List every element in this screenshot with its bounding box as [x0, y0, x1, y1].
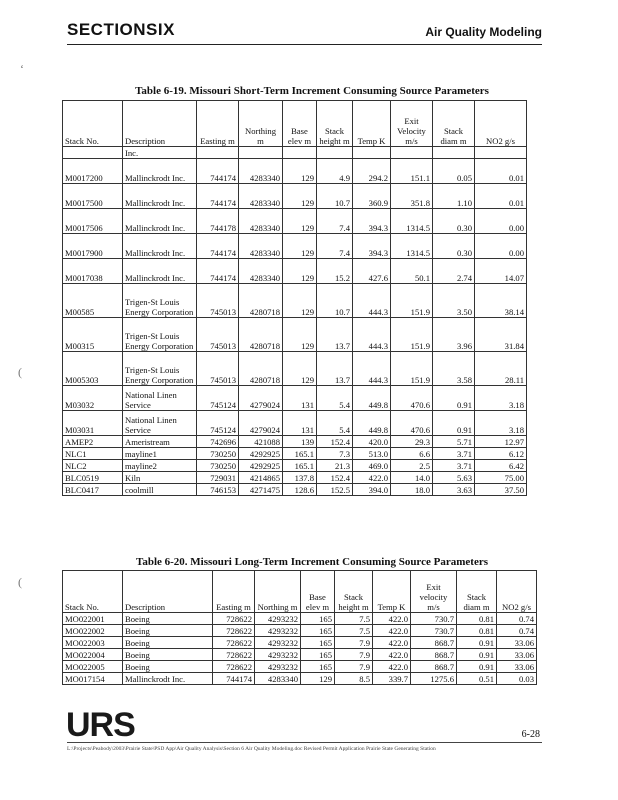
table-row [63, 661, 537, 673]
table-cell: 745124 [197, 411, 239, 436]
table-cell: 4283340 [239, 234, 283, 259]
table-row [63, 147, 527, 159]
table-cell: 152.5 [317, 484, 353, 496]
table-cell: 15.2 [317, 259, 353, 284]
table-cell: 745013 [197, 284, 239, 318]
table-cell: 745124 [197, 386, 239, 411]
short-term-source-table [62, 100, 527, 496]
table-cell: 3.71 [433, 448, 475, 460]
table-cell: 165 [301, 613, 335, 625]
table-cell: 14.0 [391, 472, 433, 484]
table-cell: 4283340 [239, 184, 283, 209]
table-cell: M00315 [63, 318, 123, 352]
table-cell: 3.18 [475, 386, 527, 411]
table-cell: M0017500 [63, 184, 123, 209]
table-cell: M0017038 [63, 259, 123, 284]
margin-mark: ( [18, 575, 22, 589]
table-cell: 129 [283, 159, 317, 184]
table-cell: Boeing [123, 649, 213, 661]
table-cell: 0.81 [457, 613, 497, 625]
column-header: Stack diam m [457, 571, 497, 613]
table-cell: 420.0 [353, 436, 391, 448]
table-cell: 0.74 [497, 625, 537, 637]
table-cell: 868.7 [411, 637, 457, 649]
table-cell [391, 147, 433, 159]
long-term-source-table [62, 570, 537, 685]
table-cell: 0.01 [475, 184, 527, 209]
table-cell: 4214865 [239, 472, 283, 484]
table-cell: 3.18 [475, 411, 527, 436]
table-cell: 7.3 [317, 448, 353, 460]
section-label: SECTIONSIX [67, 20, 175, 39]
table-cell: 394.3 [353, 234, 391, 259]
table-cell: 152.4 [317, 436, 353, 448]
table-cell: AMEP2 [63, 436, 123, 448]
table-cell: 422.0 [373, 649, 411, 661]
column-header: Stack height m [335, 571, 373, 613]
table-cell: 165.1 [283, 448, 317, 460]
table-cell: 4280718 [239, 352, 283, 386]
table-cell: 4271475 [239, 484, 283, 496]
table-cell: 744174 [197, 159, 239, 184]
table-cell: 4293232 [255, 625, 301, 637]
table-cell: 5.71 [433, 436, 475, 448]
table-cell: 128.6 [283, 484, 317, 496]
table-row [63, 318, 527, 352]
table-cell: 151.9 [391, 318, 433, 352]
table-cell: 0.00 [475, 209, 527, 234]
table-cell: 151.9 [391, 284, 433, 318]
table-cell: M03031 [63, 411, 123, 436]
table-cell: 10.7 [317, 284, 353, 318]
table-row [63, 484, 527, 496]
column-header: Description [123, 101, 197, 147]
table-cell: 449.8 [353, 411, 391, 436]
margin-mark: ‘ [20, 62, 24, 76]
margin-mark: ( [18, 365, 22, 379]
table-cell: M0017506 [63, 209, 123, 234]
table-cell: 5.4 [317, 411, 353, 436]
table-cell: 29.3 [391, 436, 433, 448]
table-cell: M00585 [63, 284, 123, 318]
table-cell: Mallinckrodt Inc. [123, 159, 197, 184]
table-row [63, 649, 537, 661]
table-cell: mayline2 [123, 460, 197, 472]
table-cell: 0.91 [457, 637, 497, 649]
table-cell: 152.4 [317, 472, 353, 484]
table-cell: 12.97 [475, 436, 527, 448]
table-cell: 4293232 [255, 613, 301, 625]
table-cell: 165 [301, 637, 335, 649]
table-cell: NLC1 [63, 448, 123, 460]
table-cell: 75.00 [475, 472, 527, 484]
table-cell: 427.6 [353, 259, 391, 284]
table-cell: M005303 [63, 352, 123, 386]
table-cell: National Linen Service [123, 411, 197, 436]
table-cell: 744174 [197, 184, 239, 209]
table-cell: 129 [283, 259, 317, 284]
table-cell: Boeing [123, 637, 213, 649]
table-cell: 131 [283, 411, 317, 436]
table-cell: 513.0 [353, 448, 391, 460]
table-cell: 728622 [213, 613, 255, 625]
table-cell: 3.96 [433, 318, 475, 352]
table-cell: 728622 [213, 625, 255, 637]
table-row [63, 352, 527, 386]
table-cell: Inc. [123, 147, 197, 159]
table-cell: 394.3 [353, 209, 391, 234]
table-cell: 3.50 [433, 284, 475, 318]
table-cell: M0017900 [63, 234, 123, 259]
table-cell: 744174 [197, 234, 239, 259]
table-cell: 8.5 [335, 673, 373, 685]
table-cell: 394.0 [353, 484, 391, 496]
table-cell: 444.3 [353, 352, 391, 386]
table-cell: 131 [283, 386, 317, 411]
table-cell: 1314.5 [391, 234, 433, 259]
table-cell: 730250 [197, 460, 239, 472]
column-header: Base elev m [283, 101, 317, 147]
table-row [63, 209, 527, 234]
table-cell: 50.1 [391, 259, 433, 284]
table-cell: 449.8 [353, 386, 391, 411]
table-cell: 3.71 [433, 460, 475, 472]
table-cell: 129 [301, 673, 335, 685]
table-cell: M0017200 [63, 159, 123, 184]
table-cell: Mallinckrodt Inc. [123, 259, 197, 284]
table-cell: 18.0 [391, 484, 433, 496]
table-cell: coolmill [123, 484, 197, 496]
table-cell: 14.07 [475, 259, 527, 284]
table-cell: 730.7 [411, 625, 457, 637]
table-cell: 0.03 [497, 673, 537, 685]
table-cell: 7.4 [317, 209, 353, 234]
table-cell: 4283340 [255, 673, 301, 685]
table-cell: 470.6 [391, 386, 433, 411]
table-cell: 4283340 [239, 159, 283, 184]
table-row [63, 472, 527, 484]
table-cell: 4293232 [255, 661, 301, 673]
table-cell: Ameristream [123, 436, 197, 448]
table-cell: 4292925 [239, 460, 283, 472]
table-cell: 3.58 [433, 352, 475, 386]
table-cell: National Linen Service [123, 386, 197, 411]
table-cell: 38.14 [475, 284, 527, 318]
table-cell [317, 147, 353, 159]
table-cell: 4293232 [255, 637, 301, 649]
table-cell: MO017154 [63, 673, 123, 685]
header-rule [67, 44, 542, 45]
table-cell: Mallinckrodt Inc. [123, 234, 197, 259]
table-cell: 868.7 [411, 661, 457, 673]
column-header: Easting m [197, 101, 239, 147]
table-cell: Mallinckrodt Inc. [123, 209, 197, 234]
table-cell: 422.0 [373, 637, 411, 649]
column-header: Exit velocity m/s [411, 571, 457, 613]
table-cell: 4279024 [239, 386, 283, 411]
table-cell: 165 [301, 649, 335, 661]
table-cell: 0.74 [497, 613, 537, 625]
table-cell: 129 [283, 184, 317, 209]
table-cell: 745013 [197, 318, 239, 352]
table-cell: Mallinckrodt Inc. [123, 673, 213, 685]
table-cell: 4292925 [239, 448, 283, 460]
table-cell: MO022004 [63, 649, 123, 661]
table1-caption: Table 6-19. Missouri Short-Term Increment Consuming Source Parameters [135, 85, 489, 97]
table-cell: 7.9 [335, 661, 373, 673]
table-cell: M03032 [63, 386, 123, 411]
table-cell: 444.3 [353, 284, 391, 318]
table-cell: Kiln [123, 472, 197, 484]
table-cell: 37.50 [475, 484, 527, 496]
table-cell: 422.0 [373, 613, 411, 625]
column-header: Temp K [373, 571, 411, 613]
table-row [63, 386, 527, 411]
table-cell: 729031 [197, 472, 239, 484]
section-title: Air Quality Modeling [425, 25, 542, 39]
footer-note: L:\Projects\Peabody\2003\Prairie State\PSD App\Air Quality Analysis\Section 6 Air Quality Modeling.doc Revised Permit Application Prairie State Generating Station [67, 746, 436, 752]
table-cell: Trigen-St Louis Energy Corporation [123, 318, 197, 352]
table-cell: 151.1 [391, 159, 433, 184]
column-header: NO2 g/s [497, 571, 537, 613]
table-cell: 868.7 [411, 649, 457, 661]
column-header: Easting m [213, 571, 255, 613]
table-row [63, 234, 527, 259]
table-cell: 0.00 [475, 234, 527, 259]
table-row [63, 184, 527, 209]
table-cell: 728622 [213, 637, 255, 649]
column-header: Base elev m [301, 571, 335, 613]
urs-logo: URS [66, 706, 135, 744]
table-cell: Mallinckrodt Inc. [123, 184, 197, 209]
table-cell: mayline1 [123, 448, 197, 460]
table-cell: 1275.6 [411, 673, 457, 685]
table-cell: 744174 [197, 259, 239, 284]
table-cell: 165 [301, 661, 335, 673]
table-cell: 139 [283, 436, 317, 448]
table-cell: 744178 [197, 209, 239, 234]
table-row [63, 411, 527, 436]
table-cell: Trigen-St Louis Energy Corporation [123, 284, 197, 318]
table-cell [239, 147, 283, 159]
table-cell: 2.5 [391, 460, 433, 472]
table-cell: 21.3 [317, 460, 353, 472]
table-cell: 6.6 [391, 448, 433, 460]
table-cell: BLC0417 [63, 484, 123, 496]
table-cell: 444.3 [353, 318, 391, 352]
column-header: Exit Velocity m/s [391, 101, 433, 147]
table-cell: 0.51 [457, 673, 497, 685]
table-cell: 742696 [197, 436, 239, 448]
table-cell: 728622 [213, 661, 255, 673]
table-cell [197, 147, 239, 159]
table-cell: 4280718 [239, 284, 283, 318]
table-row [63, 448, 527, 460]
table-cell: 0.91 [433, 411, 475, 436]
table-cell: 1314.5 [391, 209, 433, 234]
table-cell: 13.7 [317, 318, 353, 352]
table-cell [433, 147, 475, 159]
table-cell: 730250 [197, 448, 239, 460]
column-header: Stack No. [63, 571, 123, 613]
table-cell [283, 147, 317, 159]
table-cell: MO022003 [63, 637, 123, 649]
table-cell: 6.12 [475, 448, 527, 460]
table-cell: 28.11 [475, 352, 527, 386]
table-cell: 1.10 [433, 184, 475, 209]
table-cell: MO022001 [63, 613, 123, 625]
table-cell: 728622 [213, 649, 255, 661]
table-cell: 151.9 [391, 352, 433, 386]
table-row [63, 460, 527, 472]
table-row [63, 613, 537, 625]
table-cell: 2.74 [433, 259, 475, 284]
table-cell: 3.63 [433, 484, 475, 496]
table-cell: 0.91 [457, 649, 497, 661]
column-header: Description [123, 571, 213, 613]
table-cell [63, 147, 123, 159]
table-cell: 470.6 [391, 411, 433, 436]
table-cell: MO022002 [63, 625, 123, 637]
table-cell: Trigen-St Louis Energy Corporation [123, 352, 197, 386]
table-cell: 5.4 [317, 386, 353, 411]
table-cell: 0.05 [433, 159, 475, 184]
table-cell: 7.9 [335, 649, 373, 661]
table-cell: 129 [283, 234, 317, 259]
table-cell: 351.8 [391, 184, 433, 209]
column-header: Northing m [239, 101, 283, 147]
table-cell: 4.9 [317, 159, 353, 184]
table-cell: 165.1 [283, 460, 317, 472]
table-cell [475, 147, 527, 159]
table-cell: BLC0519 [63, 472, 123, 484]
table-cell: 33.06 [497, 637, 537, 649]
table-cell: 421088 [239, 436, 283, 448]
table2-caption: Table 6-20. Missouri Long-Term Increment Consuming Source Parameters [136, 556, 488, 568]
table-cell: 360.9 [353, 184, 391, 209]
table-cell: 422.0 [373, 625, 411, 637]
table-cell: 0.91 [433, 386, 475, 411]
table-cell: 0.30 [433, 209, 475, 234]
table-cell: 4279024 [239, 411, 283, 436]
column-header: Stack No. [63, 101, 123, 147]
table-cell: MO022005 [63, 661, 123, 673]
table-cell: 339.7 [373, 673, 411, 685]
table-cell: 165 [301, 625, 335, 637]
table-cell: 0.01 [475, 159, 527, 184]
table-cell: 13.7 [317, 352, 353, 386]
table-cell: 129 [283, 209, 317, 234]
table-row [63, 159, 527, 184]
page-number: 6-28 [521, 729, 540, 740]
column-header: Stack height m [317, 101, 353, 147]
table-row [63, 436, 527, 448]
table-cell: 4293232 [255, 649, 301, 661]
table-cell: 6.42 [475, 460, 527, 472]
table-cell: NLC2 [63, 460, 123, 472]
table-cell: 0.30 [433, 234, 475, 259]
table-cell: 4283340 [239, 209, 283, 234]
table-cell: 4283340 [239, 259, 283, 284]
table-cell: 129 [283, 352, 317, 386]
table-cell [353, 147, 391, 159]
table-row [63, 284, 527, 318]
table-cell: Boeing [123, 613, 213, 625]
table-cell: 10.7 [317, 184, 353, 209]
table-cell: 0.91 [457, 661, 497, 673]
table-row [63, 259, 527, 284]
table-cell: 744174 [213, 673, 255, 685]
table-cell: 745013 [197, 352, 239, 386]
column-header: Temp K [353, 101, 391, 147]
table-cell: 129 [283, 284, 317, 318]
column-header: Northing m [255, 571, 301, 613]
table-cell: 33.06 [497, 649, 537, 661]
table-cell: 422.0 [373, 661, 411, 673]
column-header: Stack diam m [433, 101, 475, 147]
table-row [63, 625, 537, 637]
table-row [63, 673, 537, 685]
table-cell: 7.9 [335, 637, 373, 649]
table-cell: 4280718 [239, 318, 283, 352]
table-cell: 0.81 [457, 625, 497, 637]
table-cell: 7.5 [335, 625, 373, 637]
column-header: NO2 g/s [475, 101, 527, 147]
table-row [63, 637, 537, 649]
table-cell: Boeing [123, 625, 213, 637]
footer-rule [67, 742, 542, 743]
table-cell: 730.7 [411, 613, 457, 625]
table-cell: 137.8 [283, 472, 317, 484]
table-cell: 746153 [197, 484, 239, 496]
table-cell: 31.84 [475, 318, 527, 352]
table-cell: 469.0 [353, 460, 391, 472]
table-cell: 5.63 [433, 472, 475, 484]
table-cell: 422.0 [353, 472, 391, 484]
table-cell: 33.06 [497, 661, 537, 673]
table-cell: 7.5 [335, 613, 373, 625]
table-cell: Boeing [123, 661, 213, 673]
table-cell: 294.2 [353, 159, 391, 184]
table-cell: 7.4 [317, 234, 353, 259]
table-cell: 129 [283, 318, 317, 352]
